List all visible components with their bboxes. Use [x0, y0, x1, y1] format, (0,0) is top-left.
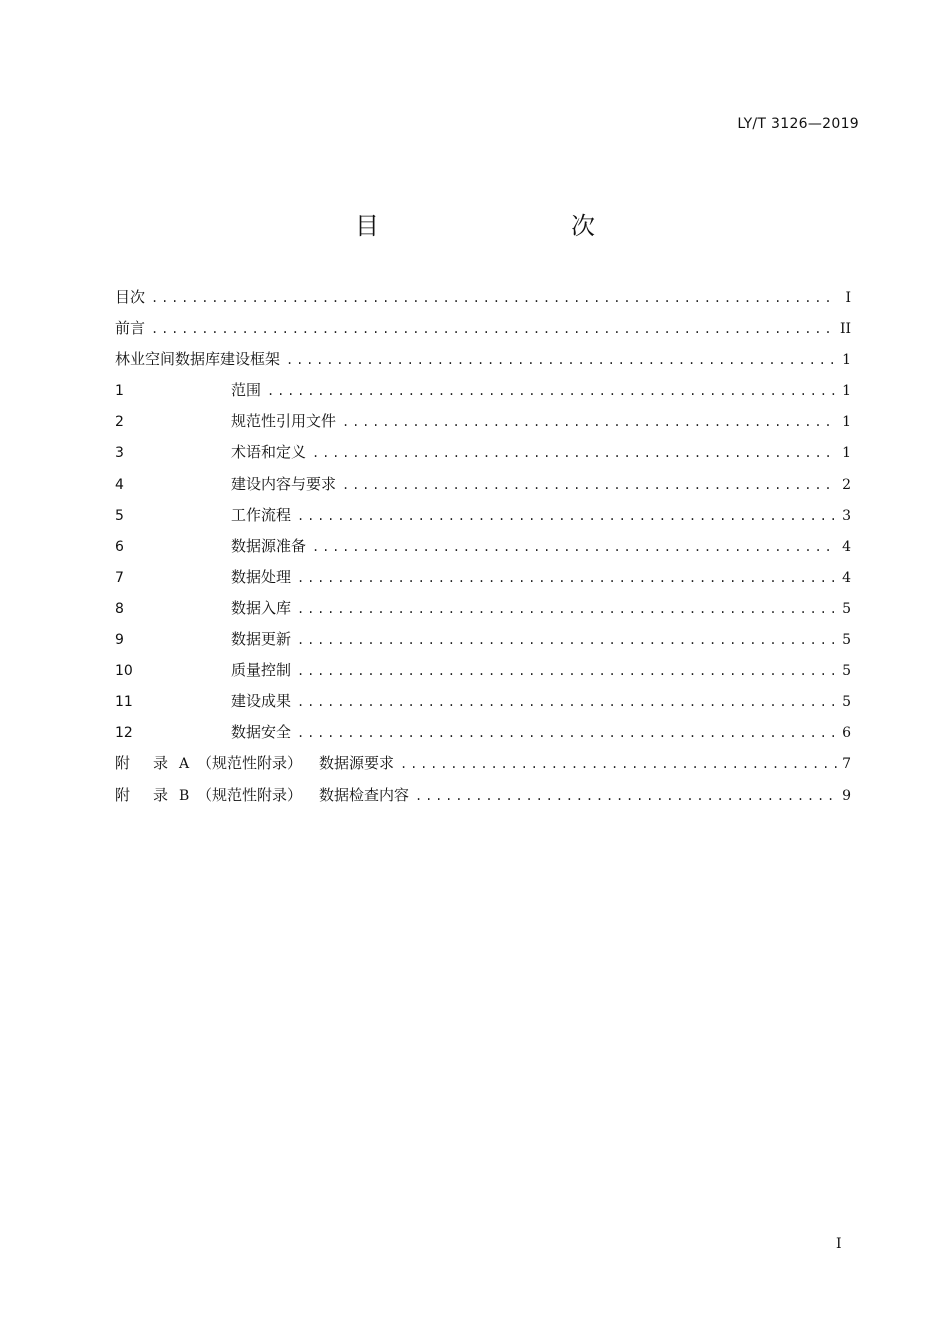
dot-leader	[286, 345, 837, 376]
toc-entry-chapter-4[interactable]	[115, 469, 851, 500]
toc-entry-chapter-3[interactable]	[115, 437, 851, 468]
toc-entry-page: 7	[842, 756, 851, 773]
dot-leader	[415, 781, 837, 812]
toc-entry-title: 林业空间数据库建设框架	[115, 350, 281, 369]
toc-entry-chapter-8[interactable]	[115, 593, 851, 624]
toc-entry-chapter-11[interactable]	[115, 686, 851, 717]
toc-entry-page: 2	[842, 476, 851, 493]
chapter-number: 1	[115, 383, 124, 400]
appendix-nature: （规范性附录）	[197, 754, 303, 773]
toc-entry-contents[interactable]	[115, 282, 851, 313]
chapter-number: 4	[115, 476, 124, 493]
toc-entry-chapter-2[interactable]	[115, 406, 851, 437]
toc-entry-title: 术语和定义	[231, 443, 307, 462]
toc-entry-title: 数据源准备	[231, 536, 307, 555]
toc-entry-page: 9	[842, 787, 851, 804]
chapter-number: 11	[115, 694, 133, 711]
toc-entry-page: 5	[842, 663, 851, 680]
toc-entry-page: 5	[842, 632, 851, 649]
toc-entry-page: 5	[842, 694, 851, 711]
toc-entry-title: 建设内容与要求	[231, 474, 337, 493]
table-of-contents	[115, 282, 851, 811]
toc-entry-title: 目次	[115, 288, 146, 306]
toc-entry-page: II	[839, 321, 851, 338]
chapter-number: 7	[115, 569, 124, 586]
dot-leader	[400, 749, 837, 780]
toc-entry-chapter-6[interactable]	[115, 531, 851, 562]
appendix-letter: A	[179, 756, 190, 773]
toc-entry-title: 前言	[115, 319, 146, 338]
toc-entry-appendix-a[interactable]	[115, 748, 851, 779]
appendix-label	[115, 748, 394, 780]
dot-leader	[297, 718, 837, 749]
chapter-number: 12	[115, 725, 133, 742]
dot-leader	[312, 438, 837, 469]
toc-entry-title: 质量控制	[231, 661, 292, 680]
dot-leader	[342, 407, 837, 438]
dot-leader	[342, 470, 837, 501]
toc-entry-foreword[interactable]	[115, 313, 851, 344]
chapter-number: 10	[115, 663, 133, 680]
chapter-number: 8	[115, 600, 124, 617]
toc-entry-title: 范围	[231, 381, 262, 400]
page-title: 目 次	[355, 212, 643, 240]
page-number: I	[836, 1236, 842, 1252]
toc-entry-page: 6	[842, 725, 851, 742]
toc-entry-chapter-10[interactable]	[115, 655, 851, 686]
toc-entry-chapter-7[interactable]	[115, 562, 851, 593]
toc-entry-page: 4	[842, 569, 851, 586]
toc-entry-page: I	[845, 290, 851, 306]
toc-entry-page: 1	[842, 352, 851, 369]
toc-entry-document-title[interactable]	[115, 344, 851, 375]
dot-leader	[297, 594, 837, 625]
toc-entry-title: 数据安全	[231, 723, 292, 742]
toc-entry-title: 数据源要求	[319, 754, 395, 773]
toc-entry-appendix-b[interactable]	[115, 780, 851, 811]
chapter-number: 3	[115, 445, 124, 462]
toc-entry-title: 数据入库	[231, 598, 292, 617]
toc-entry-page: 1	[842, 383, 851, 400]
appendix-nature: （规范性附录）	[197, 785, 303, 804]
dot-leader	[151, 314, 836, 345]
toc-entry-chapter-1[interactable]	[115, 375, 851, 406]
chapter-number: 5	[115, 507, 124, 524]
toc-entry-title: 工作流程	[231, 505, 292, 524]
chapter-number: 6	[115, 538, 124, 555]
dot-leader	[151, 283, 837, 314]
toc-entry-chapter-9[interactable]	[115, 624, 851, 655]
dot-leader	[297, 625, 837, 656]
dot-leader	[297, 563, 837, 594]
toc-entry-title: 规范性引用文件	[231, 412, 337, 431]
dot-leader	[297, 687, 837, 718]
dot-leader	[267, 376, 837, 407]
appendix-label-char-2: 录	[153, 754, 169, 773]
toc-entry-page: 4	[842, 538, 851, 555]
toc-entry-chapter-12[interactable]	[115, 717, 851, 748]
toc-entry-page: 3	[842, 507, 851, 524]
appendix-label-char-1: 附	[115, 785, 131, 804]
toc-entry-title: 数据处理	[231, 567, 292, 586]
toc-entry-title: 数据检查内容	[319, 785, 410, 804]
chapter-number: 2	[115, 414, 124, 431]
toc-entry-page: 1	[842, 414, 851, 431]
appendix-label	[115, 780, 409, 812]
appendix-letter: B	[179, 787, 190, 804]
appendix-label-char-1: 附	[115, 754, 131, 773]
dot-leader	[312, 532, 837, 563]
toc-entry-chapter-5[interactable]	[115, 500, 851, 531]
toc-entry-page: 5	[842, 600, 851, 617]
dot-leader	[297, 656, 837, 687]
standard-code: LY/T 3126—2019	[737, 116, 859, 132]
toc-entry-title: 数据更新	[231, 630, 292, 649]
toc-entry-page: 1	[842, 445, 851, 462]
appendix-label-char-2: 录	[153, 785, 169, 804]
chapter-number: 9	[115, 632, 124, 649]
dot-leader	[297, 501, 837, 532]
toc-entry-title: 建设成果	[231, 692, 292, 711]
